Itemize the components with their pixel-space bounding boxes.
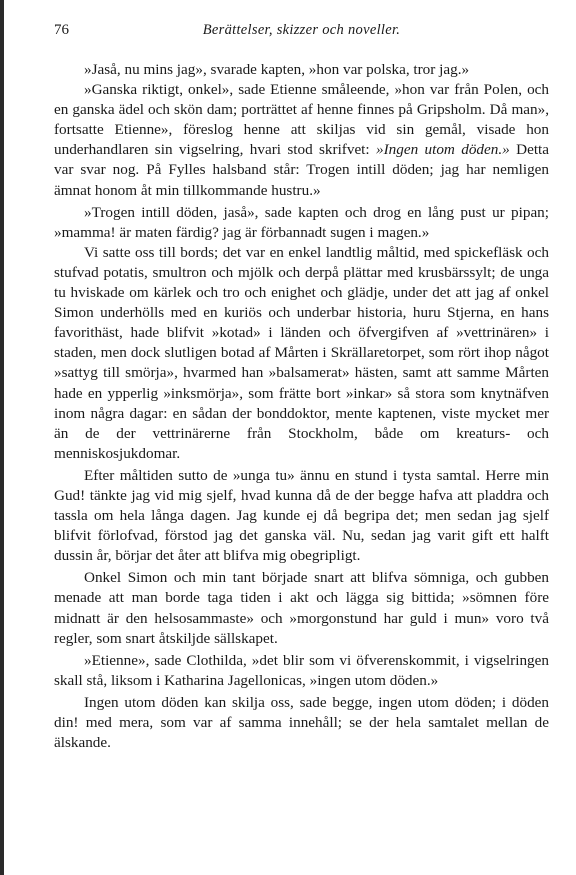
page-number: 76 (54, 22, 69, 38)
paragraph-8: Ingen utom döden kan skilja oss, sade begge, ingen utom döden; i döden din! med mera, som var af samma innehåll; se der hela samtalet mellan de älskande. (54, 693, 549, 752)
paragraph-7: »Etienne», sade Clothilda, »det blir som vi öfverenskommit, i vigselringen skall stå, liksom i Katharina Jagellonicas, »ingen utom döden.» (54, 651, 549, 689)
paragraph-5: Efter måltiden sutto de »unga tu» ännu en stund i tysta samtal. Herre min Gud! tänkte jag vid mig sjelf, hvad kunna då de der begge hafva att pladdra och tassla om hela långa dagen. Jag kunde ej då begripa det; men sedan jag sjelf blifvit förlofvad, förstod jag det ganska väl. Nu, sedan jag varit gift ett halft dussin år, börjar det åter att blifva mig obegripligt. (54, 466, 549, 565)
paragraph-2-after: Detta var svar nog. På Fylles halsband står: Trogen intill döden; jag har nemligen ämnat honom åt min tillkommande hustru.» (54, 141, 549, 199)
paragraph-6: Onkel Simon och min tant började snart att blifva sömniga, och gubben menade att man borde taga tiden i akt och lägga sig bittida; »sömnen före midnatt är den helsosammaste» och »morgonstund har guld i mun» voro två regler, som snart åtskiljde sällskapet. (54, 569, 549, 647)
page-body (54, 60, 549, 753)
paragraph-4: Vi satte oss till bords; det var en enkel landtlig måltid, med spickefläsk och stufvad potatis, smultron och mjölk och derpå plättar med krusbärssylt; de unga tu hviskade om kärlek och tro och enighet och glädje, under det att jag af onkel Simon underhölls med en kuriös och underbar historia, huru Stjerna, en hans favorithäst, hade blifvit »kotad» i länden och öfvergifven af »vettrinären» i staden, men dock slutligen botad af Mårten i Skrällaretorpet, som rört ihop något »sattyg till smörja», hvarmed han »balsamerat» hästen, samt att samme Mårten hade en ypperlig »inksmörja», som frätte bort »inkar» så stora som knytnäfven inom några dagar: en sådan der bonddoktor, mente kaptenen, viste mycket mer än de der vettrinärerne från Stockholm, både om kreaturs- och menniskosjukdomar. (54, 243, 549, 462)
paragraph-2 (54, 80, 549, 201)
ring-inscription: »Ingen utom döden.» (375, 141, 510, 159)
paragraph-1: »Jaså, nu mins jag», svarade kapten, »hon var polska, tror jag.» (84, 61, 470, 78)
running-title: Berättelser, skizzer och noveller. (202, 22, 401, 38)
page-header (54, 22, 549, 46)
paragraph-2-before: »Ganska riktigt, onkel», sade Etienne småleende, »hon var från Polen, och en ganska ädel och skön dam; porträttet af henne finnes på Gripsholm. Då man», fortsatte Etienne», föreslog henne att skiljas vid sin gemål, visade hon underhandlaren sin vigselring, hvari stod skrifvet: (54, 81, 549, 159)
paragraph-3: »Trogen intill döden, jaså», sade kapten och drog en lång pust ur pipan; »mamma! är maten färdig? jag är förbannadt sugen i magen.» (54, 203, 549, 241)
